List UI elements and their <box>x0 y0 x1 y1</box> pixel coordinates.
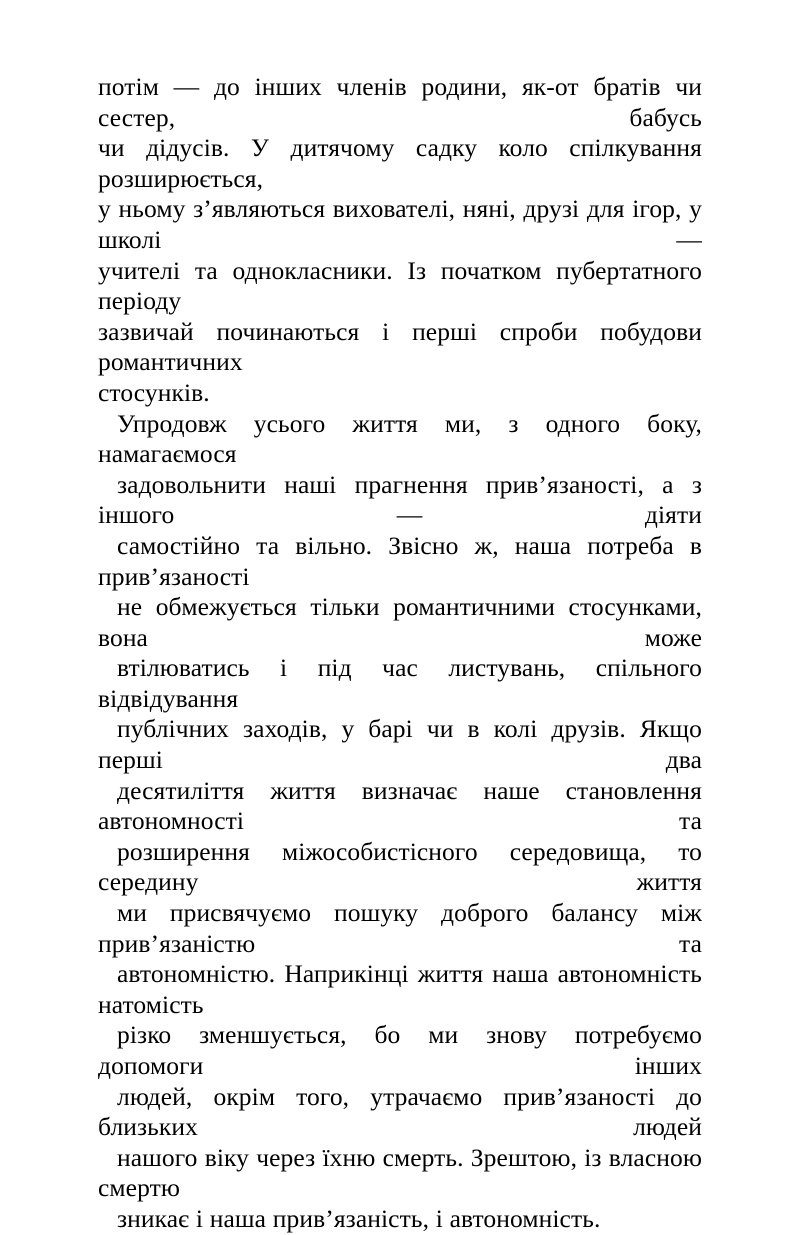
paragraph-1-line-3: у ньому з’являються вихователі, няні, друзі для ігор, у школі — <box>98 194 702 254</box>
paragraph-1-line-1: потім — до інших членів родини, як-от братів чи сестер, бабусь <box>98 72 702 132</box>
paragraph-1-line-2: чи дідусів. У дитячому садку коло спілкування розширюється, <box>98 133 702 193</box>
paragraph-1-line-4: учителі та однокласники. Із початком пубертатного періоду <box>98 255 702 316</box>
paragraph-1-line-6: стосунків. <box>98 377 210 407</box>
paragraph-2-line-5: втілюватись і під час листувань, спільного відвідування <box>98 653 702 713</box>
paragraph-2-line-9: ми присвячуємо пошуку доброго балансу між прив’язаністю та <box>98 898 702 958</box>
paragraph-2-line-7: десятиліття життя визначає наше становлення автономності та <box>98 775 702 836</box>
paragraph-1-line-5: зазвичай починаються і перші спроби побудови романтичних <box>98 316 702 377</box>
paragraph-2-line-8: розширення міжособистісного середовища, то середину життя <box>98 836 702 897</box>
paragraph-2-line-1: Упродовж усього життя ми, з одного боку, намагаємося <box>98 408 702 469</box>
paragraph-2-line-4: не обмежується тільки романтичними стосунками, вона може <box>98 592 702 652</box>
paragraph-2-line-6: публічних заходів, у барі чи в колі друзів. Якщо перші два <box>98 714 702 775</box>
paragraph-2-line-11: різко зменшується, бо ми знову потребуємо допомоги інших <box>98 1020 702 1080</box>
paragraph-2-line-2: задовольнити наші прагнення прив’язаності, а з іншого — діяти <box>98 469 702 530</box>
paragraph-1 <box>98 72 702 409</box>
paragraph-2-line-3: самостійно та вільно. Звісно ж, наша потреба в прив’язаності <box>98 530 702 591</box>
page-blank-area <box>0 640 800 1035</box>
paragraph-2-line-14: зникає і наша прив’язаність, і автономність. <box>117 1203 601 1233</box>
paragraph-2-line-12: людей, окрім того, утрачаємо прив’язаності до близьких людей <box>98 1081 702 1142</box>
paragraph-2-line-10: автономністю. Наприкінці життя наша автономність натомість <box>98 959 702 1019</box>
paragraph-2-line-13: нашого віку через їхню смерть. Зрештою, із власною смертю <box>98 1142 702 1203</box>
